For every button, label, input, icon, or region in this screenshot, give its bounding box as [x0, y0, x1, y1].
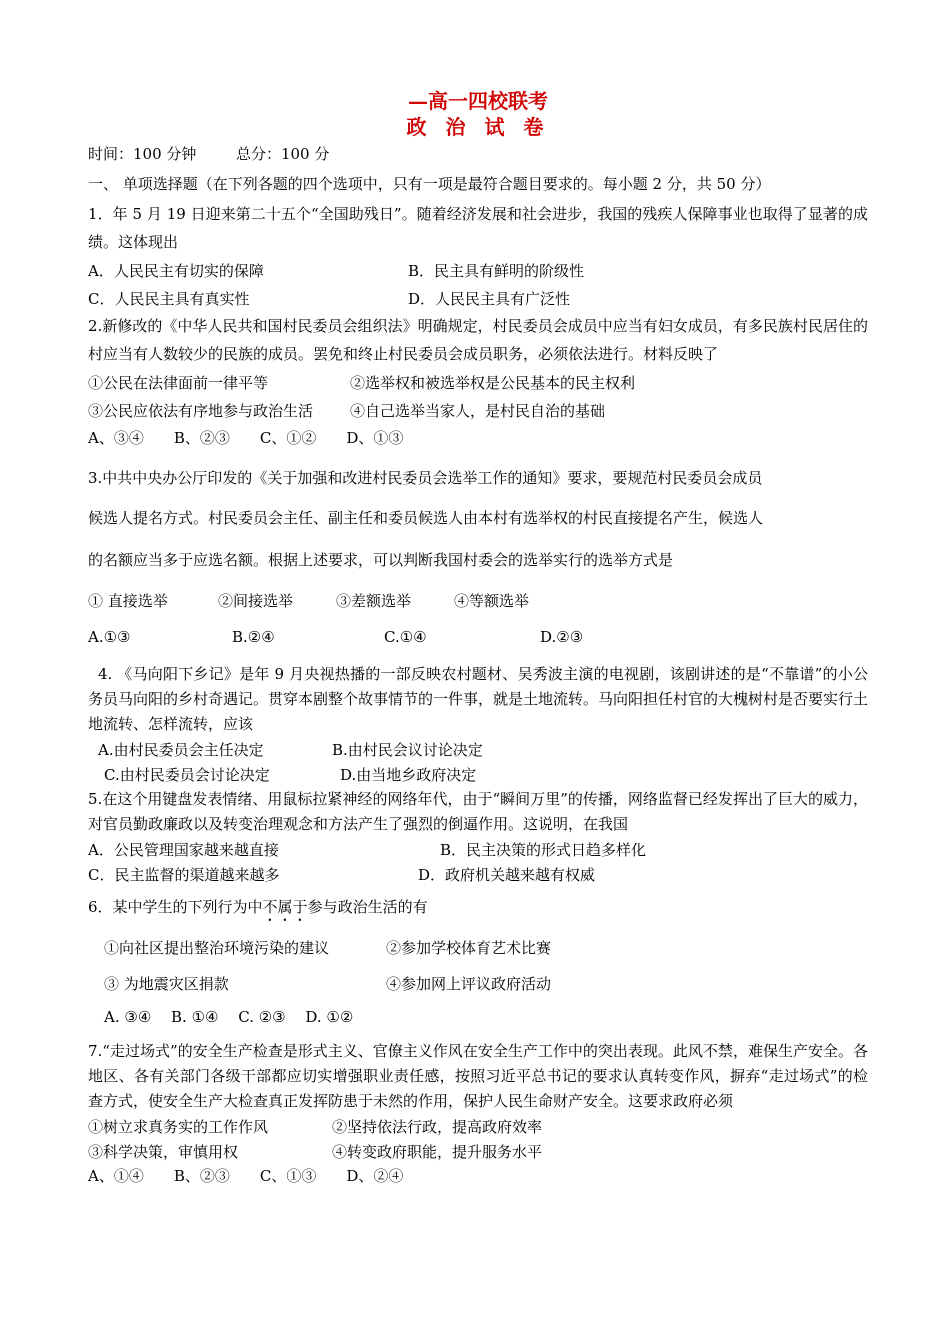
- q3-item-3: ③差额选举: [336, 592, 412, 610]
- q6-stem-post: 参与政治生活的有: [307, 898, 428, 916]
- q2-item-3: ③公民应依法有序地参与政治生活: [88, 402, 314, 420]
- q4-option-d: D.由当地乡政府决定: [340, 766, 477, 784]
- q1-option-b: B．民主具有鲜明的阶级性: [408, 262, 585, 280]
- question-6-items-row2: [88, 963, 868, 999]
- q2-item-4: ④自己选举当家人，是村民自治的基础: [350, 402, 606, 420]
- q6-item-1: ①向社区提出整治环境污染的建议: [104, 939, 330, 957]
- exam-time: 时间：100 分钟: [88, 145, 197, 163]
- question-3-line-1: 3.中共中央办公厅印发的《关于加强和改进村民委员会选举工作的通知》要求，要规范村民委员会成员: [88, 469, 763, 487]
- q3-option-a: A.①③: [88, 628, 131, 646]
- q5-option-a: A．公民管理国家越来越直接: [88, 841, 279, 859]
- q3-option-b: B.②④: [232, 628, 275, 646]
- question-6-stem: [88, 894, 868, 925]
- q2-item-2: ②选举权和被选举权是公民基本的民主权利: [350, 374, 636, 392]
- q2-item-1: ①公民在法律面前一律平等: [88, 374, 269, 392]
- question-5-options-row1: [88, 837, 868, 862]
- q7-item-1: ①树立求真务实的工作作风: [88, 1118, 269, 1136]
- q4-option-a: A.由村民委员会主任决定: [98, 741, 264, 759]
- exam-subtitle: 政 治 试 卷: [406, 115, 550, 139]
- section-heading: 一、 单项选择题（在下列各题的四个选项中，只有一项是最符合题目要求的。每小题 2 分，共 50 分）: [88, 175, 771, 193]
- q7-item-2: ②坚持依法行政，提高政府效率: [332, 1118, 543, 1136]
- q6-stem-emphasis: 不属于: [262, 898, 308, 916]
- q3-item-4: ④等额选举: [454, 592, 530, 610]
- question-1-options-row2: [88, 284, 868, 312]
- question-3-line-3: 的名额应当多于应选名额。根据上述要求，可以判断我国村委会的选举实行的选举方式是: [88, 551, 674, 569]
- q3-option-d: D.②③: [540, 628, 584, 646]
- question-7-items-row1: [88, 1114, 868, 1139]
- q4-option-b: B.由村民会议讨论决定: [332, 741, 483, 759]
- q7-item-3: ③科学决策，审慎用权: [88, 1143, 239, 1161]
- q3-item-1: ① 直接选举: [88, 592, 168, 610]
- exam-score: 总分：100 分: [235, 145, 330, 163]
- q6-options: A. ③④ B. ①④ C. ②③ D. ①②: [104, 1008, 354, 1026]
- question-6-items-row1: [88, 925, 868, 963]
- q6-item-2: ②参加学校体育艺术比赛: [386, 939, 552, 957]
- q7-options: A、①④ B、②③ C、①③ D、②④: [88, 1167, 404, 1185]
- q3-option-c: C.①④: [384, 628, 427, 646]
- q5-option-b: B．民主决策的形式日趋多样化: [440, 841, 647, 859]
- q4-option-c: C.由村民委员会讨论决定: [104, 766, 270, 784]
- exam-title: —高一四校联考: [408, 89, 548, 113]
- question-5-stem: 5.在这个用键盘发表情绪、用鼠标拉紧神经的网络年代，由于“瞬间万里”的传播，网络监督已经发挥出了巨大的威力，对官员勤政廉政以及转变治理观念和方法产生了强烈的倒逼作用。这说明，在我国: [88, 790, 868, 833]
- q5-option-c: C．民主监督的渠道越来越多: [88, 866, 280, 884]
- q6-item-4: ④参加网上评议政府活动: [386, 975, 552, 993]
- question-3-options: [88, 618, 868, 656]
- question-1-stem: 1．年 5 月 19 日迎来第二十五个“全国助残日”。随着经济发展和社会进步，我国的残疾人保障事业也取得了显著的成绩。这体现出: [88, 205, 868, 251]
- question-7-stem: 7.“走过场式”的安全生产检查是形式主义、官僚主义作风在安全生产工作中的突出表现。此风不禁，难保生产安全。各地区、各有关部门各级干部都应切实增强职业责任感，按照习近平总书记的要求认真转变作风，摒弃“走过场式”的检查方式，使安全生产大检查真正发挥防患于未然的作用，保护人民生命财产安全。这要求政府必须: [88, 1042, 868, 1110]
- question-1-options-row1: [88, 256, 868, 284]
- q6-item-3: ③ 为地震灾区捐款: [104, 975, 229, 993]
- q3-item-2: ②间接选举: [218, 592, 294, 610]
- exam-page: [88, 88, 868, 1189]
- question-4-stem: 4. 《马向阳下乡记》是年 9 月央视热播的一部反映农村题材、吴秀波主演的电视剧，该剧讲述的是“不靠谱”的小公务员马向阳的乡村奇遇记。贯穿本剧整个故事情节的一件事，就是土地流转。马向阳担任村官的大槐树村是否要实行土地流转、怎样流转，应该: [88, 665, 869, 733]
- question-3-line-2: 候选人提名方式。村民委员会主任、副主任和委员候选人由本村有选举权的村民直接提名产生，候选人: [88, 509, 764, 527]
- question-2-items-row1: [88, 368, 868, 396]
- question-2-stem: 2.新修改的《中华人民共和国村民委员会组织法》明确规定，村民委员会成员中应当有妇女成员，有多民族村民居住的村应当有人数较少的民族的成员。罢免和终止村民委员会成员职务，必须依法进行。材料反映了: [88, 317, 868, 363]
- question-2-items-row2: [88, 396, 868, 424]
- exam-meta: [88, 144, 868, 164]
- question-3-items: [88, 580, 868, 618]
- question-4-options-row1: [88, 737, 868, 762]
- question-4-options-row2: [88, 762, 868, 787]
- q7-item-4: ④转变政府职能，提升服务水平: [332, 1143, 543, 1161]
- q2-options: A、③④ B、②③ C、①② D、①③: [88, 429, 404, 447]
- q6-stem-pre: 6．某中学生的下列行为中: [88, 898, 263, 916]
- question-7-items-row2: [88, 1139, 868, 1164]
- q1-option-c: C．人民民主具有真实性: [88, 290, 250, 308]
- q5-option-d: D．政府机关越来越有权威: [418, 866, 596, 884]
- q1-option-d: D．人民民主具有广泛性: [408, 290, 571, 308]
- q1-option-a: A．人民民主有切实的保障: [88, 262, 264, 280]
- question-5-options-row2: [88, 862, 868, 890]
